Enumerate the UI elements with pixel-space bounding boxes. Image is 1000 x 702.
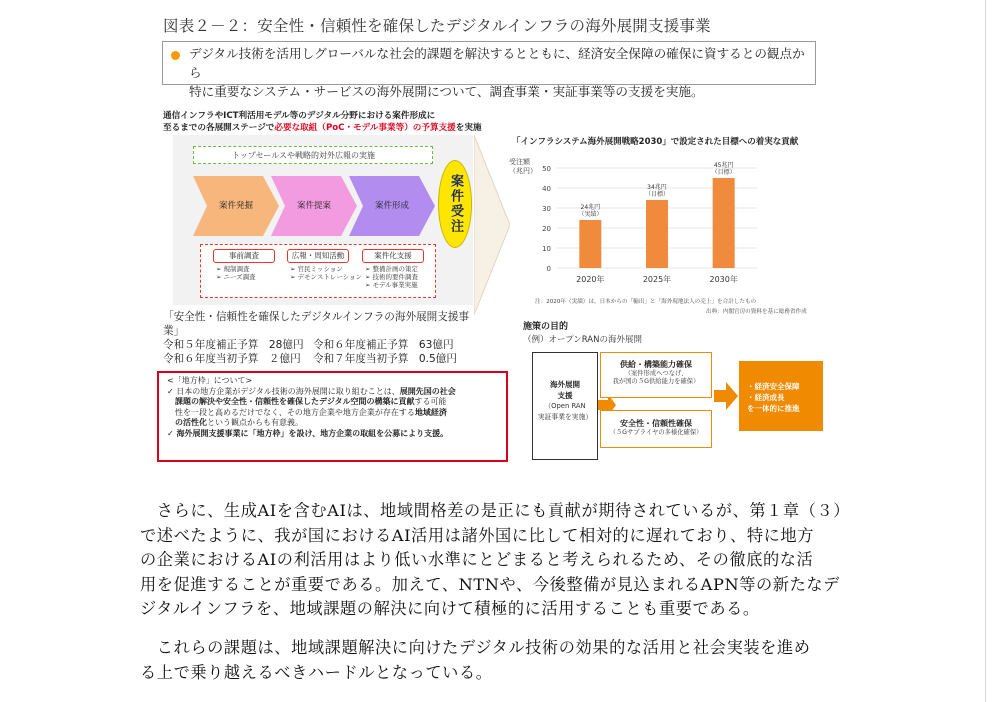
data-label: （目標） xyxy=(711,169,736,176)
local-frame-box xyxy=(157,371,508,462)
support-list-2: ➢ 官民ミッション ➢ デモンストレーション xyxy=(290,265,363,281)
oran-line: 海外展開 xyxy=(550,380,580,389)
data-label: 45兆円 xyxy=(713,162,734,169)
support-pill-1: 事前調査 xyxy=(213,249,275,263)
local-line-4 xyxy=(167,418,500,429)
budget-title: 「安全性・信頼性を確保したデジタルインフラの海外展開支援事業」 xyxy=(163,311,470,337)
result-line: を一体的に推進 xyxy=(747,404,800,413)
budget-cell: 令和６年度補正予算 63億円 xyxy=(313,339,454,351)
heading-text-end: を実施 xyxy=(455,123,482,133)
y-tick-label: 10 xyxy=(542,245,551,253)
chart-note: 注：2020年（実績）は、日本からの「輸出」と「海外現地法人の売上」を合計したもの xyxy=(535,299,757,305)
x-tick-label: 2020年 xyxy=(576,275,605,284)
summary-line-1: デジタル技術を活用しグローバルな社会的課題を解決するとともに、経済安全保障の確保に資するとの観点から xyxy=(189,46,805,80)
budget-row xyxy=(163,352,483,366)
y-tick-label: 30 xyxy=(542,205,551,213)
local-line-1 xyxy=(167,387,500,398)
budget-cell: 令和７年度当初予算 0.5億円 xyxy=(313,353,457,365)
local-text: という観点からも有意義。 xyxy=(207,418,303,428)
left-panel-heading xyxy=(163,110,493,134)
budget-cell: 令和５年度補正予算 28億円 xyxy=(163,339,304,351)
body-line: の企業におけるAIの利活用はより低い水準にとどまると考えられるため、その徹底的な活 xyxy=(140,550,814,569)
x-tick-label: 2025年 xyxy=(642,275,672,284)
body-paragraph-2 xyxy=(140,636,885,685)
y-tick-label: 0 xyxy=(546,265,551,273)
oran-line: 実証事業を実施） xyxy=(537,413,593,421)
stage-chevron-2 xyxy=(271,176,357,236)
local-text-bold: の活性化 xyxy=(175,418,207,428)
local-heading: <「地方枠」について> xyxy=(167,376,253,385)
body-line: で述べたように、我が国におけるAI活用は諸外国に比して相対的に遅れており、特に地方 xyxy=(140,525,814,545)
bar-chart xyxy=(505,146,775,296)
oran-support-box xyxy=(532,352,598,460)
safety-sub: （５Gサプライヤの多様化確保） xyxy=(609,429,703,436)
heading-line-1: 通信インフラやICT利活用モデル等のデジタル分野における案件形成に xyxy=(163,111,436,121)
purpose-title: 施策の目的 xyxy=(523,322,569,332)
body-line: これらの課題は、地域課題解決に向けたデジタル技術の効果的な活用と社会実装を進め xyxy=(140,638,811,657)
local-text: 性を一段と高めるだけでなく、その地方企業や地方企業が存在する xyxy=(175,407,415,417)
support-list-3: ➢ 整備計画の策定 ➢ 技術的要件調査 ➢ モデル事業実施 xyxy=(365,265,419,289)
supply-capability-box xyxy=(600,352,712,398)
result-box xyxy=(739,361,823,431)
local-text: する可能 xyxy=(414,397,447,407)
y-tick-label: 50 xyxy=(542,165,551,173)
data-label: 34兆円 xyxy=(647,184,667,191)
safety-title: 安全性・信頼性確保 xyxy=(620,419,692,428)
x-tick-label: 2030年 xyxy=(709,275,738,284)
result-line: ・経済成長 xyxy=(747,393,785,402)
safety-reliability-box xyxy=(600,410,712,448)
body-paragraph-1 xyxy=(140,499,885,622)
chart-title: 「インフラシステム海外展開戦略2030」で設定された目標への着実な貢献 xyxy=(512,137,799,147)
bar xyxy=(646,200,668,268)
y-axis-label: （兆円） xyxy=(509,167,537,175)
budget-block xyxy=(163,310,483,366)
arrow-right-icon xyxy=(714,382,738,410)
bullet-dot-icon xyxy=(171,51,180,60)
stage-label-1: 案件発掘 xyxy=(218,201,253,211)
support-pill-2: 広報・周知活動 xyxy=(287,249,349,263)
result-line: ・経済安全保障 xyxy=(747,382,800,391)
heading-text: 至るまでの各展開ステージで xyxy=(163,123,275,133)
body-line: ジタルインフラを、地域課題の解決に向けて積極的に活用することも重要である。 xyxy=(140,599,760,618)
body-line: 用を促進することが重要である。加えて、NTNや、今後整備が見込まれるAPN等の新たなデ xyxy=(140,574,840,594)
chart-source: 出典：内閣官房の資料を基に総務省作成 xyxy=(706,309,807,315)
purpose-example: （例）オープンRANの海外展開 xyxy=(523,335,642,345)
top-sales-box: トップセールスや戦略的対外広報の実施 xyxy=(193,146,433,164)
heading-line-2 xyxy=(163,122,493,134)
oran-line: 支援 xyxy=(557,391,573,400)
y-tick-label: 20 xyxy=(542,225,551,233)
figure-title: 図表２－２：安全性・信頼性を確保したデジタルインフラの海外展開支援事業 xyxy=(163,17,711,35)
body-line: さらに、生成AIを含むAIは、地域間格差の是正にも貢献が期待されているが、第１章（３） xyxy=(140,501,851,520)
summary-box xyxy=(162,41,816,99)
oran-line: （Open RAN xyxy=(544,402,586,410)
supply-sub: （案件形成へつなげ、 xyxy=(624,370,688,377)
data-label: （目標） xyxy=(644,191,670,198)
data-label: （実績） xyxy=(578,211,603,218)
y-tick-label: 40 xyxy=(542,185,551,193)
support-list-1: ➢ 規制調査 ➢ ニーズ調査 xyxy=(216,265,256,281)
data-label: 24兆円 xyxy=(580,204,601,211)
budget-cell: 令和６年度当初予算 ２億円 xyxy=(163,353,301,365)
bar xyxy=(713,178,735,268)
order-oval: 案件受注 xyxy=(438,160,472,248)
y-axis-label: 受注額 xyxy=(509,158,530,166)
bar xyxy=(579,220,601,268)
local-line-2 xyxy=(167,397,500,408)
local-text-bold: 課題の解決や安全性・信頼性を確保したデジタル空間の構築に貢献 xyxy=(175,397,415,407)
heading-highlight: 必要な取組（PoC・モデル事業等）の予算支援 xyxy=(274,123,456,133)
local-line-5: ✓ 海外展開支援事業に「地方枠」を設け、地方企業の取組を公募により支援。 xyxy=(167,428,449,438)
local-text: ✓ 日本の地方企業がデジタル技術の海外展開に取り組むことは、 xyxy=(167,386,400,396)
supply-title: 供給・構築能力確保 xyxy=(620,360,692,369)
local-line-3 xyxy=(167,408,500,419)
stage-chevron-3 xyxy=(349,176,435,236)
stage-label-3: 案件形成 xyxy=(374,201,409,211)
body-line: る上で乗り越えるべきハードルとなっている。 xyxy=(140,662,493,682)
budget-row xyxy=(163,338,483,352)
supply-sub: 我が国の５G供給能力を確保） xyxy=(612,378,700,385)
summary-line-2: 特に重要なシステム・サービスの海外展開について、調査事業・実証事業等の支援を実施。 xyxy=(189,84,704,99)
stage-label-2: 案件提案 xyxy=(296,201,331,211)
support-pill-3: 案件化支援 xyxy=(362,249,424,263)
stage-chevron-1 xyxy=(193,176,279,236)
page-edge-rule xyxy=(985,0,986,702)
local-text-bold: 展開先国の社会 xyxy=(399,386,456,396)
local-text-bold: 地域経済 xyxy=(414,407,447,417)
